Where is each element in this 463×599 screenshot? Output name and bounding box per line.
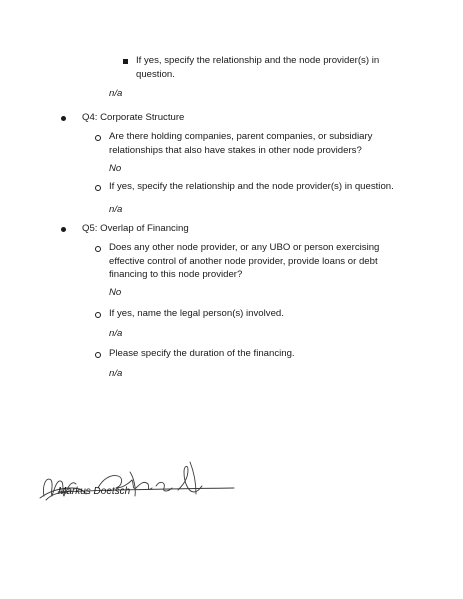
q4-answer-2: n/a — [109, 204, 123, 215]
q5-answer-1: No — [109, 287, 122, 298]
signer-name: Markus Doetsch — [58, 486, 131, 497]
q4-title: Q4: Corporate Structure — [82, 112, 185, 123]
q5-answer-3: n/a — [109, 368, 123, 379]
q5-question-1: Does any other node provider, or any UBO or person exercising effective control of another node provider, provide loans or debt financing to this node provider? — [109, 242, 380, 280]
q5-question-2: If yes, name the legal person(s) involved. — [109, 308, 284, 319]
circle-bullet-icon — [95, 312, 101, 318]
q4-question-1: Are there holding companies, parent companies, or subsidiary relationships that also have stakes in other node providers? — [109, 131, 373, 156]
q4-answer-1: No — [109, 163, 122, 174]
square-bullet-icon — [123, 59, 128, 64]
q5-answer-2: n/a — [109, 328, 123, 339]
handwritten-signature — [38, 458, 238, 510]
q5-question-3: Please specify the duration of the financing. — [109, 348, 295, 359]
q4-question-2: If yes, specify the relationship and the node provider(s) in question. — [109, 181, 394, 192]
circle-bullet-icon — [95, 352, 101, 358]
disc-bullet-icon — [61, 116, 66, 121]
circle-bullet-icon — [95, 185, 101, 191]
circle-bullet-icon — [95, 246, 101, 252]
disc-bullet-icon — [61, 227, 66, 232]
q5-title: Q5: Overlap of Financing — [82, 223, 189, 234]
q3-sub-answer: n/a — [109, 88, 123, 99]
q3-sub-question: If yes, specify the relationship and the node provider(s) in question. — [136, 55, 380, 80]
circle-bullet-icon — [95, 135, 101, 141]
